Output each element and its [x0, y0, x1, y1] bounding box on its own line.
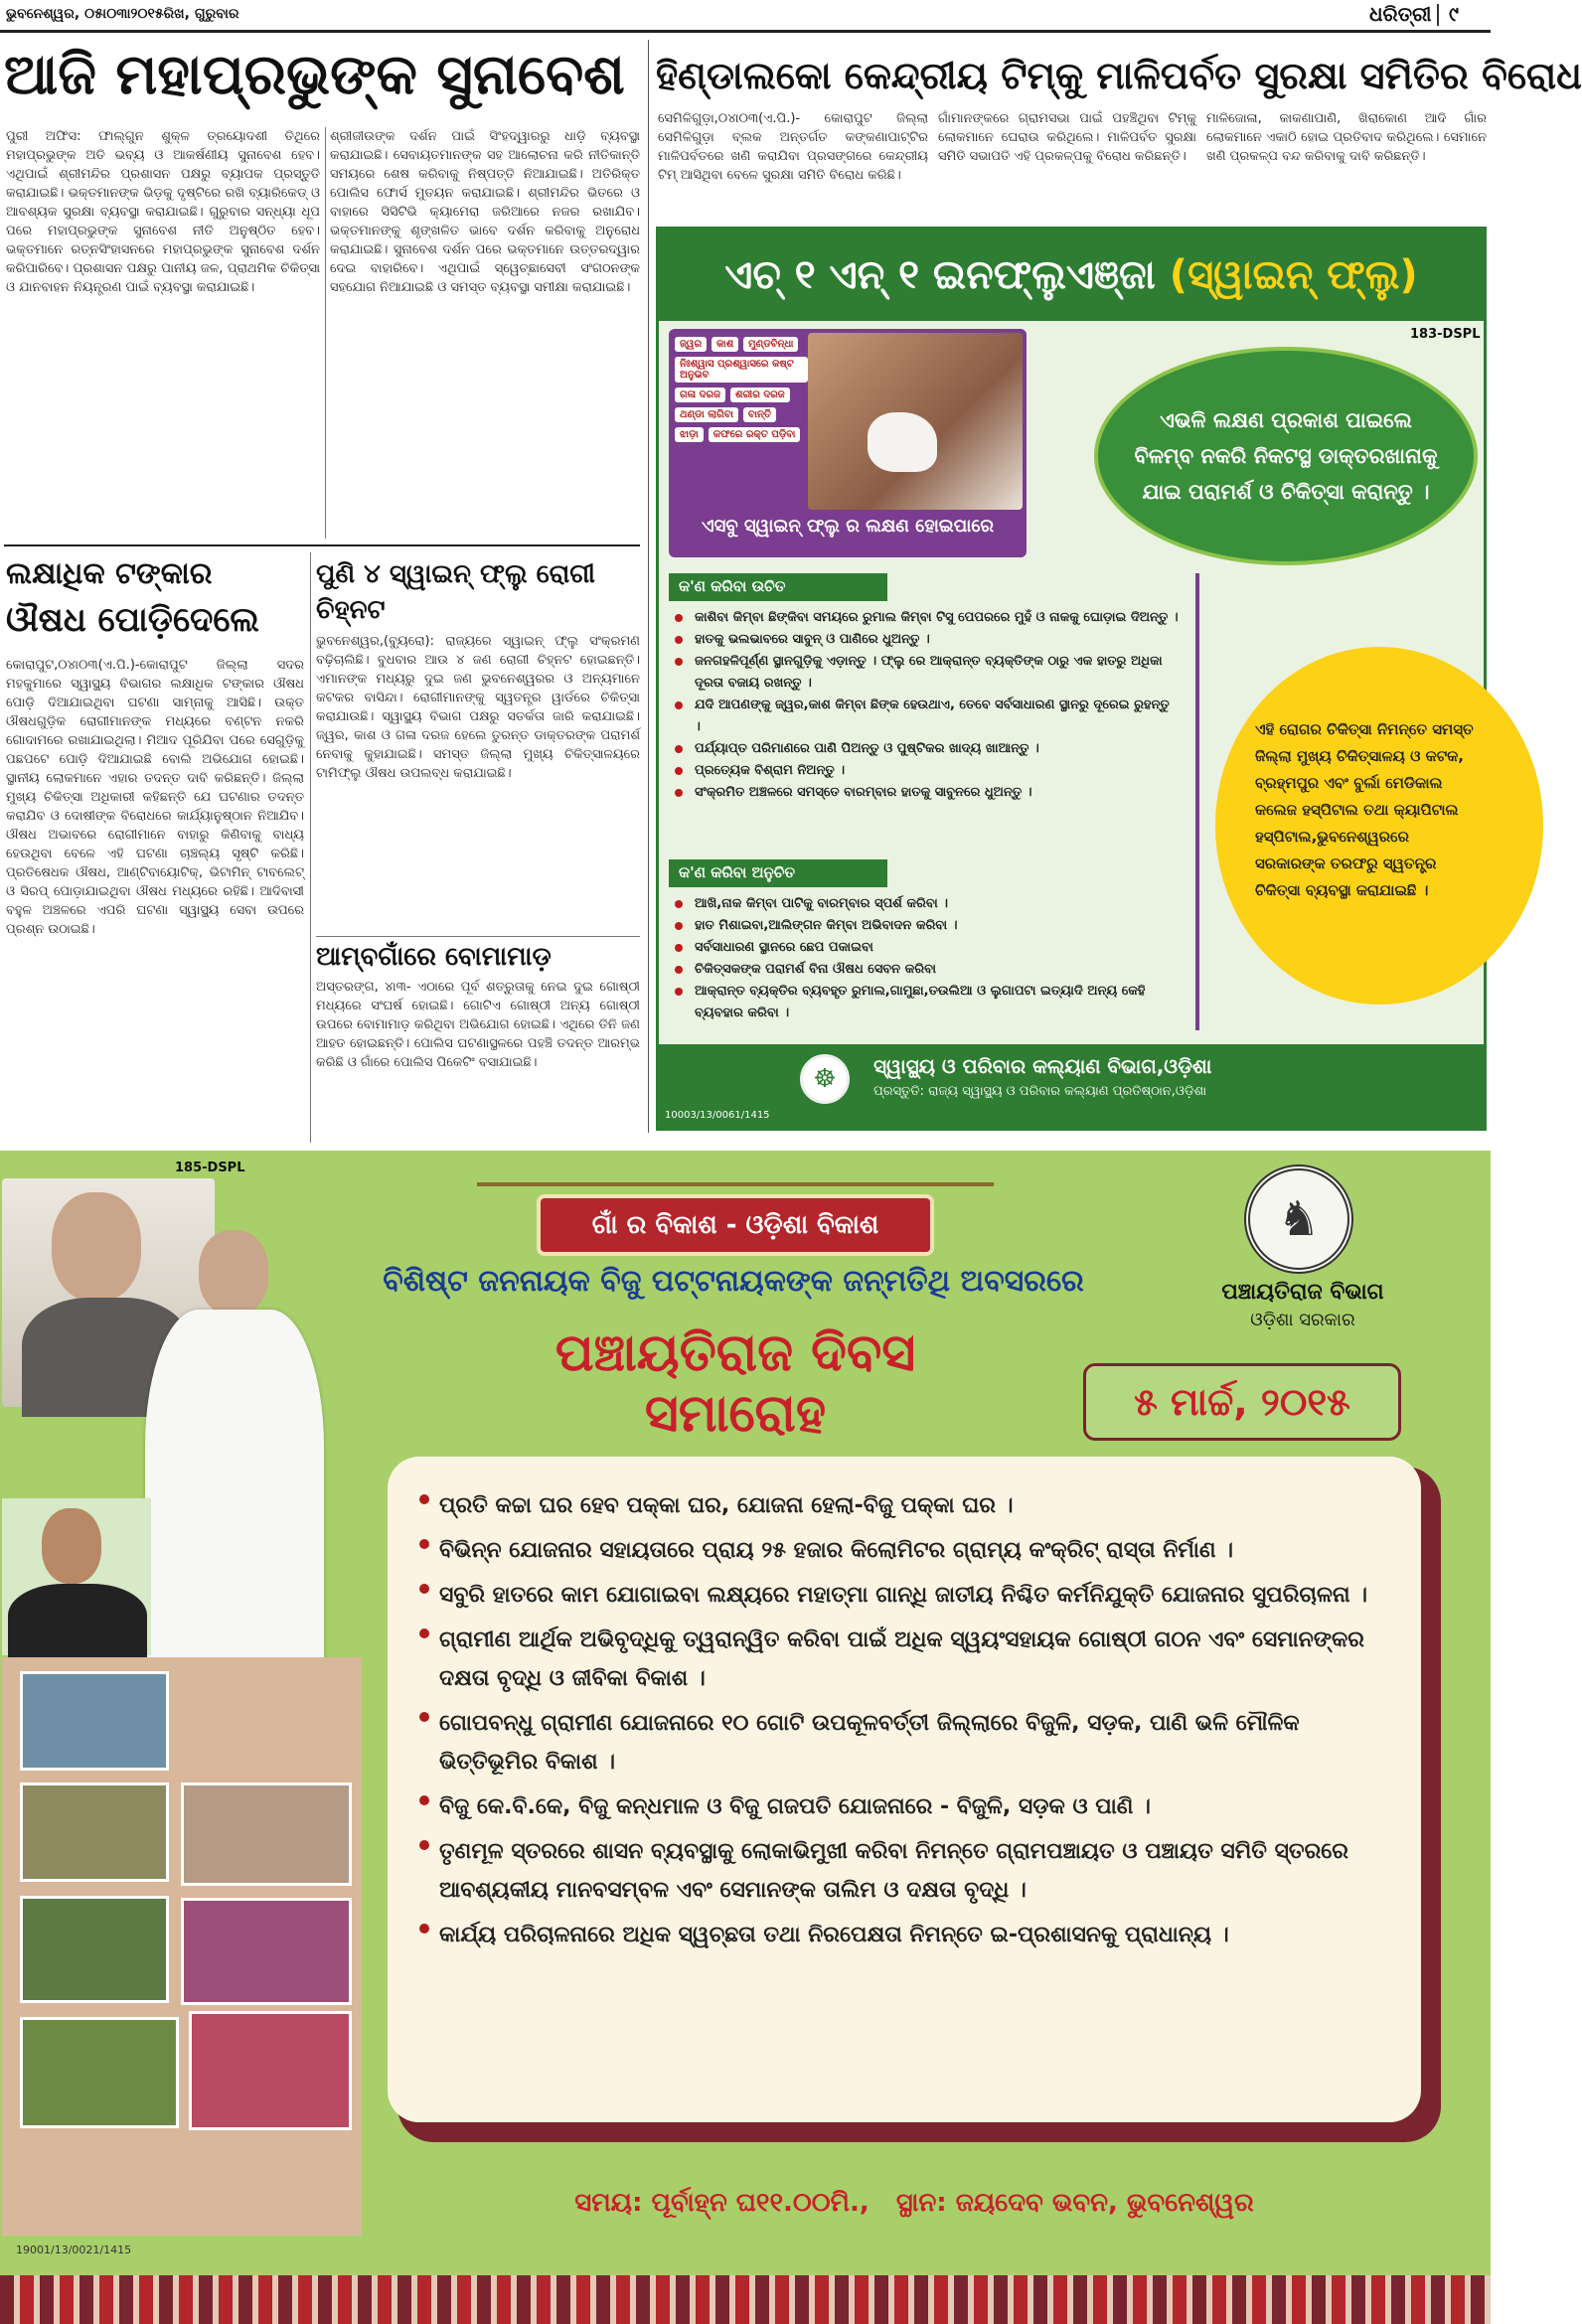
symptom-box — [669, 329, 1027, 557]
dos-item: କାଶିବା କିମ୍ବା ଛିଙ୍କିବା ସମୟରେ ରୁମାଲ କିମ୍ବା ଟିସୁ ପେପରରେ ମୁହଁ ଓ ନାକକୁ ଘୋଡ଼ାଇ ଦିଅନ୍ତୁ । — [673, 607, 1180, 629]
collage-photo — [20, 1896, 169, 2003]
panchayat-ref: 19001/13/0021/1415 — [16, 2244, 132, 2256]
header-rule — [0, 30, 1491, 33]
collage-photo — [181, 1898, 352, 2005]
page-divider — [1437, 4, 1439, 26]
symptom-tag: ଝାଡ଼ା — [675, 427, 704, 442]
h1n1-footer — [659, 1044, 1484, 1128]
donts-item: ଆକ୍ରାନ୍ତ ବ୍ୟକ୍ତିର ବ୍ୟବହୃତ ରୁମାଲ,ଗାମୁଛା,ତଉଲିଆ ଓ ଲୁଗାପଟା ଇତ୍ୟାଦି ଅନ୍ୟ କେହି ବ୍ୟବହାର କରିବା । — [673, 981, 1180, 1024]
point-item: ଗ୍ରାମୀଣ ଆର୍ଥିକ ଅଭିବୃଦ୍ଧିକୁ ତ୍ୱରାନ୍ୱିତ କରିବା ପାଇଁ ଅଧିକ ସ୍ୱୟଂସହାୟକ ଗୋଷ୍ଠୀ ଗଠନ ଏବଂ ସେମାନଙ୍କର ଦକ୍ଷତା ବୃଦ୍ଧି ଓ ଜୀବିକା ବିକାଶ । — [417, 1621, 1391, 1698]
photo-collage — [2, 1657, 362, 2236]
h1n1-footer-dept: ସ୍ୱାସ୍ଥ୍ୟ ଓ ପରିବାର କଲ୍ୟାଣ ବିଭାଗ,ଓଡ଼ିଶା — [873, 1054, 1212, 1078]
mahaprabhu-col1: ପୁରୀ ଅଫିସ: ଫାଲ୍‌ଗୁନ ଶୁକ୍ଳ ତ୍ରୟୋଦଶୀ ତିଥିରେ ମହାପ୍ରଭୁଙ୍କ ଅତି ଭବ୍ୟ ଓ ଆକର୍ଷଣୀୟ ସୁନାବେଶ ହେବ। ଏଥିପାଇଁ ଶ୍ରୀମନ୍ଦିର ପ୍ରଶାସନ ପକ୍ଷରୁ ବ୍ୟାପକ ପ୍ରସ୍ତୁତି କରାଯାଇଛି। ଭକ୍ତମାନଙ୍କ ଭିଡ଼କୁ ଦୃଷ୍ଟିରେ ରଖି ବ୍ୟାରିକେଡ୍‌ ଓ ଆବଶ୍ୟକ ସୁରକ୍ଷା ବ୍ୟବସ୍ଥା କରାଯାଇଛି। ଗୁରୁବାର ସନ୍ଧ୍ୟା ଧୂପ ପରେ ମହାପ୍ରଭୁଙ୍କ ସୁନାବେଶ ନୀତି ଅନୁଷ୍ଠିତ ହେବ। ଭକ୍ତମାନେ ରତ୍ନସିଂହାସନରେ ମହାପ୍ରଭୁଙ୍କ ସୁନାବେଶ ଦର୍ଶନ କରିପାରିବେ। ପ୍ରଶାସନ ପକ୍ଷରୁ ପାନୀୟ ଜଳ, ପ୍ରାଥମିକ ଚିକିତ୍ସା ଓ ଯାନବାହନ ନିୟନ୍ତ୍ରଣ ପାଇଁ ବ୍ୟବସ୍ଥା କରାଯାଇଛି। — [6, 129, 320, 295]
mahaprabhu-col2: ଶ୍ରୀଜୀଉଙ୍କ ଦର୍ଶନ ପାଇଁ ସିଂହଦ୍ୱାରରୁ ଧାଡ଼ି ବ୍ୟବସ୍ଥା କରାଯାଇଛି। ସେବାୟତମାନଙ୍କ ସହ ଆଲୋଚନା କରି ନୀତିକାନ୍ତି ସମୟରେ ଶେଷ କରିବାକୁ ନିଷ୍ପତ୍ତି ନିଆଯାଇଛି। ଅତିରିକ୍ତ ପୋଲିସ ଫୋର୍ସ ମୁତୟନ କରାଯାଇଛି। ଶ୍ରୀମନ୍ଦିର ଭିତରେ ଓ ବାହାରେ ସିସିଟିଭି କ୍ୟାମେରା ଜରିଆରେ ନଜର ରଖାଯିବ। ଭକ୍ତମାନଙ୍କୁ ଶୃଙ୍ଖଳିତ ଭାବେ ଦର୍ଶନ କରିବାକୁ ଅନୁରୋଧ କରାଯାଇଛି। ସୁନାବେଶ ଦର୍ଶନ ପରେ ଭକ୍ତମାନେ ଉତ୍ତରଦ୍ୱାର ଦେଇ ବାହାରିବେ। ଏଥିପାଇଁ ସ୍ୱେଚ୍ଛାସେବୀ ସଂଗଠନଙ୍କ ସହଯୋଗ ନିଆଯାଇଛି ଓ ସମସ୍ତ ବ୍ୟବସ୍ଥା ସମୀକ୍ଷା କରାଯାଇଛି। — [330, 129, 640, 295]
symptom-tag: କଫରେ ରକ୍ତ ପଡ଼ିବା — [709, 427, 801, 442]
h1n1-ad — [656, 227, 1487, 1131]
leader-body — [8, 1584, 147, 1663]
dos-item: ପର୍ଯ୍ୟାପ୍ତ ପରିମାଣରେ ପାଣି ପିଅନ୍ତୁ ଓ ପୁଷ୍ଟିକର ଖାଦ୍ୟ ଖାଆନ୍ତୁ । — [673, 738, 1180, 760]
dos-heading: କ'ଣ କରିବା ଉଚିତ — [669, 573, 887, 601]
h1n1-title: ଏଚ୍‌ ୧ ଏନ୍‌ ୧ ଇନଫ୍ଲୁଏଞ୍ଜା — [724, 252, 1156, 298]
flu-vertical-rule — [1195, 573, 1199, 1030]
leader-photo-3 — [2, 1498, 151, 1655]
paper-name: ଧରିତ୍ରୀ — [1369, 2, 1432, 26]
panchayat-ad — [0, 1151, 1491, 2275]
panchayat-code: 185-DSPL — [175, 1161, 245, 1175]
hindalco-headline: ହିଣ୍ଡାଲକୋ କେନ୍ଦ୍ରୀୟ ଟିମ୍‌କୁ ମାଳିପର୍ବତ ସୁରକ୍ଷା ସମିତିର ବିରୋଧ — [656, 53, 1582, 97]
dos-item: ହାତକୁ ଭଲଭାବରେ ସାବୁନ୍‌ ଓ ପାଣିରେ ଧୁଅନ୍ତୁ । — [673, 629, 1180, 651]
bomb-headline: ଆମ୍ବଗାଁରେ ବୋମାମାଡ଼ — [316, 942, 552, 972]
decorative-border — [0, 2275, 1491, 2324]
point-item: ପ୍ରତି କଚ୍ଚା ଘର ହେବ ପକ୍କା ଘର, ଯୋଜନା ହେଲା-ବିଜୁ ପକ୍କା ଘର । — [417, 1486, 1391, 1525]
symptom-photo — [808, 333, 1023, 510]
dateline: ଭୁବନେଶ୍ୱର, ୦୫ା୦୩ା୨୦୧୫ରିଖ, ଗୁରୁବାର — [6, 6, 239, 22]
collage-photo — [20, 1782, 169, 1882]
dos-item: ପ୍ରତ୍ୟେକ ବିଶ୍ରାମ ନିଅନ୍ତୁ । — [673, 760, 1180, 782]
medicine-headline-line2: ଔଷଧ ପୋଡ଼ିଦେଲେ — [6, 600, 260, 640]
symptom-tags — [675, 337, 808, 442]
points-list — [417, 1486, 1391, 1954]
symptom-caption: ଏସବୁ ସ୍ୱାଇନ୍‌ ଫ୍ଲୁ ର ଲକ୍ଷଣ ହୋଇପାରେ — [701, 516, 995, 537]
mahaprabhu-headline: ଆଜି ମହାପ୍ରଭୁଙ୍କ ସୁନାବେଶ — [4, 42, 625, 107]
point-item: ଗୋପବନ୍ଧୁ ଗ୍ରାମୀଣ ଯୋଜନାରେ ୧୦ ଗୋଟି ଉପକୂଳବର୍ତ୍ତୀ ଜିଲ୍ଲାରେ ବିଜୁଳି, ସଡ଼କ, ପାଣି ଭଳି ମୌଳିକ ଭିତ୍ତିଭୂମିର ବିକାଶ । — [417, 1704, 1391, 1782]
symptom-oval-text: ଏଭଳି ଲକ୍ଷଣ ପ୍ରକାଶ ପାଇଲେ ବିଳମ୍ବ ନକରି ନିକଟସ୍ଥ ଡାକ୍ତରଖାନାକୁ ଯାଇ ପରାମର୍ଶ ଓ ଚିକିତ୍ସା କରାନ୍ତୁ । — [1134, 408, 1438, 504]
banner-text: ଗାଁ ର ବିକାଶ - ଓଡ଼ିଶା ବିକାଶ — [591, 1209, 879, 1240]
leader-head — [199, 1230, 268, 1316]
event-date: ୫ ମାର୍ଚ୍ଚ, ୨୦୧୫ — [1134, 1379, 1350, 1424]
collage-photo — [20, 1671, 169, 1771]
symptom-tag: ମୁଣ୍ଡବିନ୍ଧା — [743, 337, 798, 352]
tissue-shape — [868, 412, 937, 472]
symptom-tag: ନିଃଶ୍ୱାସ ପ୍ରଶ୍ୱାସରେ କଷ୍ଟ ଅନୁଭବ — [675, 357, 808, 383]
main-col-rule — [648, 40, 649, 1133]
medicine-headline — [6, 552, 304, 644]
collage-photo — [20, 2017, 179, 2128]
panchayat-gov: ଓଡ଼ିଶା ସରକାର — [1250, 1310, 1355, 1330]
treatment-circle — [1215, 647, 1543, 1005]
panchayat-title-2: ସମାରୋହ — [644, 1384, 827, 1444]
symptom-tag: କାଶ — [712, 337, 738, 352]
donts-list — [673, 893, 1180, 1024]
h1n1-title-bar — [659, 230, 1484, 321]
banner-rope — [477, 1182, 994, 1186]
collage-photo — [181, 1782, 352, 1886]
symptom-tag: ବାନ୍ତି — [743, 407, 776, 422]
panchayat-footer: ସମୟ: ପୂର୍ବାହ୍ନ ଘ୧୧.୦୦ମି., ସ୍ଥାନ: ଜୟଦେବ ଭବନ, ଭୁବନେଶ୍ୱର — [574, 2188, 1254, 2218]
section-rule — [4, 544, 640, 546]
leader-head — [42, 1508, 101, 1584]
col-rule — [325, 127, 326, 539]
banner — [537, 1194, 934, 1256]
hindalco-col1: ସେମିଳିଗୁଡ଼ା,୦୪ା୦୩(ଏ.ପି.)- କୋରାପୁଟ ଜିଲ୍ଲା ସେମିଳିଗୁଡ଼ା ବ୍ଲକ ଅନ୍ତର୍ଗତ କଙ୍କଣାପାଟ୍ଟିର ମାଳିପର୍ବତରେ ଖଣି କରାଯିବା ପ୍ରସଙ୍ଗରେ କେନ୍ଦ୍ରୀୟ ଟିମ୍‌ ଆସିଥିବା ବେଳେ ସୁରକ୍ଷା ସମିତି ବିରୋଧ କରିଛି। — [658, 111, 928, 183]
h1n1-title-paren: (ସ୍ୱାଇନ୍‌ ଫ୍ଲୁ) — [1169, 252, 1418, 298]
hindalco-col2: ଗାଁମାନଙ୍କରେ ଗ୍ରାମସଭା ପାଇଁ ପହଞ୍ଚିଥିବା ଟିମ୍‌କୁ ଲୋକମାନେ ଘେରାଉ କରିଥିଲେ। ମାଳିପର୍ବତ ସୁରକ୍ଷା ସମିତି ସଭାପତି ଏହି ପ୍ରକଳ୍ପକୁ ବିରୋଧ କରିଛନ୍ତି। — [938, 111, 1196, 164]
dos-item: ଯଦି ଆପଣଙ୍କୁ ଜ୍ୱର,କାଶ କିମ୍ବା ଛିଙ୍କ ହେଉଥାଏ, ତେବେ ସର୍ବସାଧାରଣ ସ୍ଥାନରୁ ଦୂରେଇ ରୁହନ୍ତୁ । — [673, 695, 1180, 738]
state-emblem: ♞ — [1244, 1164, 1353, 1274]
points-scroll — [388, 1457, 1421, 2122]
point-item: ବିଜୁ କେ.ବି.କେ, ବିଜୁ କନ୍ଧମାଳ ଓ ବିଜୁ ଗଜପତି ଯୋଜନାରେ - ବିଜୁଳି, ସଡ଼କ ଓ ପାଣି । — [417, 1787, 1391, 1826]
section-rule — [316, 936, 640, 937]
donts-item: ଆଖି,ନାକ କିମ୍ବା ପାଟିକୁ ବାରମ୍ବାର ସ୍ପର୍ଶ କରିବା । — [673, 893, 1180, 915]
hindalco-col3: ମାଳିଜୋଳା, କାକଣାପାଣି, ଖିରାକୋଣ ଆଦି ଗାଁର ଲୋକମାନେ ଏକାଠି ହୋଇ ପ୍ରତିବାଦ କରିଥିଲେ। ସେମାନେ ଖଣି ପ୍ରକଳ୍ପ ବନ୍ଦ କରିବାକୁ ଦାବି କରିଛନ୍ତି। — [1206, 111, 1487, 164]
dos-item: ସଂକ୍ରମିତ ଅଞ୍ଚଳରେ ସମସ୍ତେ ବାରମ୍ବାର ହାତକୁ ସାବୁନରେ ଧୁଅନ୍ତୁ । — [673, 782, 1180, 804]
point-item: କାର୍ଯ୍ୟ ପରିଚାଳନାରେ ଅଧିକ ସ୍ୱଚ୍ଛତା ତଥା ନିରପେକ୍ଷତା ନିମନ୍ତେ ଇ-ପ୍ରଶାସନକୁ ପ୍ରାଧାନ୍ୟ । — [417, 1916, 1391, 1954]
occasion-text: ବିଶିଷ୍ଟ ଜନନାୟକ ବିଜୁ ପଟ୍ଟନାୟକଙ୍କ ଜନ୍ମତିଥି ଅବସରରେ — [383, 1264, 1084, 1299]
panchayat-title-1: ପଞ୍ଚାୟତିରାଜ ଦିବସ — [554, 1323, 916, 1383]
medicine-headline-line1: ଲକ୍ଷାଧିକ ଟଙ୍କାର — [6, 556, 213, 591]
bomb-body: ଅସ୍ତରଙ୍ଗ, ୪ା୩- ଏଠାରେ ପୂର୍ବ ଶତ୍ରୁତାକୁ ନେଇ ଦୁଇ ଗୋଷ୍ଠୀ ମଧ୍ୟରେ ସଂଘର୍ଷ ହୋଇଛି। ଗୋଟିଏ ଗୋଷ୍ଠୀ ଅନ୍ୟ ଗୋଷ୍ଠୀ ଉପରେ ବୋମାମାଡ଼ କରିଥିବା ଅଭିଯୋଗ ହୋଇଛି। ଏଥିରେ ତିନି ଜଣ ଆହତ ହୋଇଛନ୍ତି। ପୋଲିସ ଘଟଣାସ୍ଥଳରେ ପହଞ୍ଚି ତଦନ୍ତ ଆରମ୍ଭ କରିଛି ଓ ଗାଁରେ ପୋଲିସ ପିକେଟିଂ ବସାଯାଇଛି। — [316, 980, 640, 1070]
h1n1-footer-sub: ପ୍ରସ୍ତୁତି: ରାଜ୍ୟ ସ୍ୱାସ୍ଥ୍ୟ ଓ ପରିବାର କଲ୍ୟାଣ ପ୍ରତିଷ୍ଠାନ,ଓଡ଼ିଶା — [873, 1084, 1207, 1099]
swineflu-body: ଭୁବନେଶ୍ୱର,(ବ୍ୟୁରୋ): ରାଜ୍ୟରେ ସ୍ୱାଇନ୍‌ ଫ୍ଲୁ ସଂକ୍ରମଣ ବଢ଼ିଚାଲିଛି। ବୁଧବାର ଆଉ ୪ ଜଣ ରୋଗୀ ଚିହ୍ନଟ ହୋଇଛନ୍ତି। ଏମାନଙ୍କ ମଧ୍ୟରୁ ଦୁଇ ଜଣ ଭୁବନେଶ୍ୱରର ଓ ଅନ୍ୟମାନେ କଟକର ବାସିନ୍ଦା। ରୋଗୀମାନଙ୍କୁ ସ୍ୱତନ୍ତ୍ର ୱାର୍ଡରେ ଚିକିତ୍ସା କରାଯାଉଛି। ସ୍ୱାସ୍ଥ୍ୟ ବିଭାଗ ପକ୍ଷରୁ ସତର୍କତା ଜାରି କରାଯାଇଛି। ଜ୍ୱର, କାଶ ଓ ଗଳା ଦରଜ ହେଲେ ତୁରନ୍ତ ଡାକ୍ତରଙ୍କ ପରାମର୍ଶ ନେବାକୁ କୁହାଯାଇଛି। ସମସ୍ତ ଜିଲ୍ଲା ମୁଖ୍ୟ ଚିକିତ୍ସାଳୟରେ ଟାମିଫ୍ଲୁ ଔଷଧ ଉପଲବ୍ଧ କରାଯାଇଛି। — [316, 634, 640, 781]
symptom-tag: ଜ୍ୱର — [675, 337, 707, 352]
point-item: ସବୁରି ହାତରେ କାମ ଯୋଗାଇବା ଲକ୍ଷ୍ୟରେ ମହାତ୍ମା ଗାନ୍ଧି ଜାତୀୟ ନିଶ୍ଚିତ କର୍ମନିଯୁକ୍ତି ଯୋଜନାର ସୁପରିଚାଳନା । — [417, 1576, 1391, 1615]
panchayat-dept: ପଞ୍ଚାୟତିରାଜ ବିଭାଗ — [1221, 1280, 1384, 1305]
h1n1-ref: 10003/13/0061/1415 — [665, 1110, 770, 1121]
point-item: ବିଭିନ୍ନ ଯୋଜନାର ସହାୟତାରେ ପ୍ରାୟ ୨୫ ହଜାର କିଲୋମିଟର ଗ୍ରାମ୍ୟ କଂକ୍ରିଟ୍‌ ରାସ୍ତା ନିର୍ମାଣ । — [417, 1531, 1391, 1570]
donts-item: ସର୍ବସାଧାରଣ ସ୍ଥାନରେ ଛେପ ପକାଇବା — [673, 937, 1180, 959]
donts-heading: କ'ଣ କରିବା ଅନୁଚିତ — [669, 859, 887, 887]
symptom-tag: ଥଣ୍ଡା ଲାଗିବା — [675, 407, 738, 422]
swineflu-headline: ପୁଣି ୪ ସ୍ୱାଇନ୍‌ ଫ୍ଲୁ ରୋଗୀ ଚିହ୍ନଟ — [316, 559, 595, 625]
donts-item: ହାତ ମିଶାଇବା,ଆଲିଙ୍ଗନ କିମ୍ବା ଅଭିବାଦନ କରିବା । — [673, 915, 1180, 937]
point-item: ତୃଣମୂଳ ସ୍ତରରେ ଶାସନ ବ୍ୟବସ୍ଥାକୁ ଲୋକାଭିମୁଖୀ କରିବା ନିମନ୍ତେ ଗ୍ରାମପଞ୍ଚାୟତ ଓ ପଞ୍ଚାୟତ ସମିତି ସ୍ତରରେ ଆବଶ୍ୟକୀୟ ମାନବସମ୍ବଳ ଏବଂ ସେମାନଙ୍କ ତାଲିମ ଓ ଦକ୍ଷତା ବୃଦ୍ଧି । — [417, 1832, 1391, 1910]
treatment-text: ଏହି ରୋଗର ଚିକିତ୍ସା ନିମନ୍ତେ ସମସ୍ତ ଜିଲ୍ଲା ମୁଖ୍ୟ ଚିକିତ୍ସାଳୟ ଓ କଟକ, ବ୍ରହ୍ମପୁର ଏବଂ ବୁର୍ଲା ମେଡିକାଲ କଲେଜ ହସ୍ପିଟାଲ ତଥା କ୍ୟାପିଟାଲ ହସ୍ପିଟାଲ,ଭୁବନେଶ୍ୱରରେ ସରକାରଙ୍କ ତରଫରୁ ସ୍ୱତନ୍ତ୍ର ଚିକିତ୍ସା ବ୍ୟବସ୍ଥା କରାଯାଇଛି । — [1255, 720, 1474, 899]
h1n1-code: 183-DSPL — [1410, 327, 1481, 342]
page-number: ୯ — [1449, 2, 1459, 26]
dos-list — [673, 607, 1180, 804]
symptom-tag: ଗଳା ଦରଜ — [675, 387, 725, 402]
collage-photo — [189, 2011, 352, 2130]
dos-item: ଜନଗହଳିପୂର୍ଣ୍ଣ ସ୍ଥାନଗୁଡ଼ିକୁ ଏଡ଼ାନ୍ତୁ । ଫ୍ଲୁ ରେ ଆକ୍ରାନ୍ତ ବ୍ୟକ୍ତିଙ୍କ ଠାରୁ ଏକ ହାତରୁ ଅଧିକା ଦୂରତା ବଜାୟ ରଖନ୍ତୁ । — [673, 651, 1180, 695]
odisha-emblem: ☸ — [800, 1054, 850, 1104]
symptom-oval — [1094, 347, 1478, 565]
col-rule — [310, 552, 311, 1143]
donts-item: ଚିକିତ୍ସକଙ୍କ ପରାମର୍ଶ ବିନା ଔଷଧ ସେବନ କରିବା — [673, 959, 1180, 981]
date-box — [1083, 1363, 1401, 1441]
medicine-body: କୋରାପୁଟ,୦୪ା୦୩(ଏ.ପି.)-କୋରାପୁଟ ଜିଲ୍ଲା ସଦର ମହକୁମାରେ ସ୍ୱାସ୍ଥ୍ୟ ବିଭାଗର ଲକ୍ଷାଧିକ ଟଙ୍କାର ଔଷଧ ପୋଡ଼ି ଦିଆଯାଇଥିବା ଘଟଣା ସାମ୍ନାକୁ ଆସିଛି। ଉକ୍ତ ଔଷଧଗୁଡ଼ିକ ରୋଗୀମାନଙ୍କ ମଧ୍ୟରେ ବଣ୍ଟନ ନକରି ଗୋଦାମରେ ରଖାଯାଇଥିଲା। ମିଆଦ ପୂରିଯିବା ପରେ ସେଗୁଡ଼ିକୁ ପଛପଟେ ପୋଡ଼ି ଦିଆଯାଇଛି ବୋଲି ଅଭିଯୋଗ ହୋଇଛି। ସ୍ଥାନୀୟ ଲୋକମାନେ ଏହାର ତଦନ୍ତ ଦାବି କରିଛନ୍ତି। ଜିଲ୍ଲା ମୁଖ୍ୟ ଚିକିତ୍ସା ଅଧିକାରୀ କହିଛନ୍ତି ଯେ ଘଟଣାର ତଦନ୍ତ କରାଯିବ ଓ ଦୋଷୀଙ୍କ ବିରୋଧରେ କାର୍ଯ୍ୟାନୁଷ୍ଠାନ ନିଆଯିବ। ଔଷଧ ଅଭାବରେ ରୋଗୀମାନେ ବାହାରୁ କିଣିବାକୁ ବାଧ୍ୟ ହେଉଥିବା ବେଳେ ଏହି ଘଟଣା ଚାଞ୍ଚଲ୍ୟ ସୃଷ୍ଟି କରିଛି। ପ୍ରତିଷେଧକ ଔଷଧ, ଆଣ୍ଟିବାୟୋଟିକ୍‌, ଭିଟାମିନ୍‌ ଟାବଲେଟ୍‌ ଓ ସିରପ୍‌ ପୋଡ଼ାଯାଇଥିବା ଔଷଧ ମଧ୍ୟରେ ରହିଛି। ଆଦିବାସୀ ବହୁଳ ଅଞ୍ଚଳରେ ଏପରି ଘଟଣା ସ୍ୱାସ୍ଥ୍ୟ ସେବା ଉପରେ ପ୍ରଶ୍ନ ଉଠାଇଛି। — [6, 658, 304, 937]
symptom-tag: ଶରୀର ଦରଜ — [730, 387, 790, 402]
